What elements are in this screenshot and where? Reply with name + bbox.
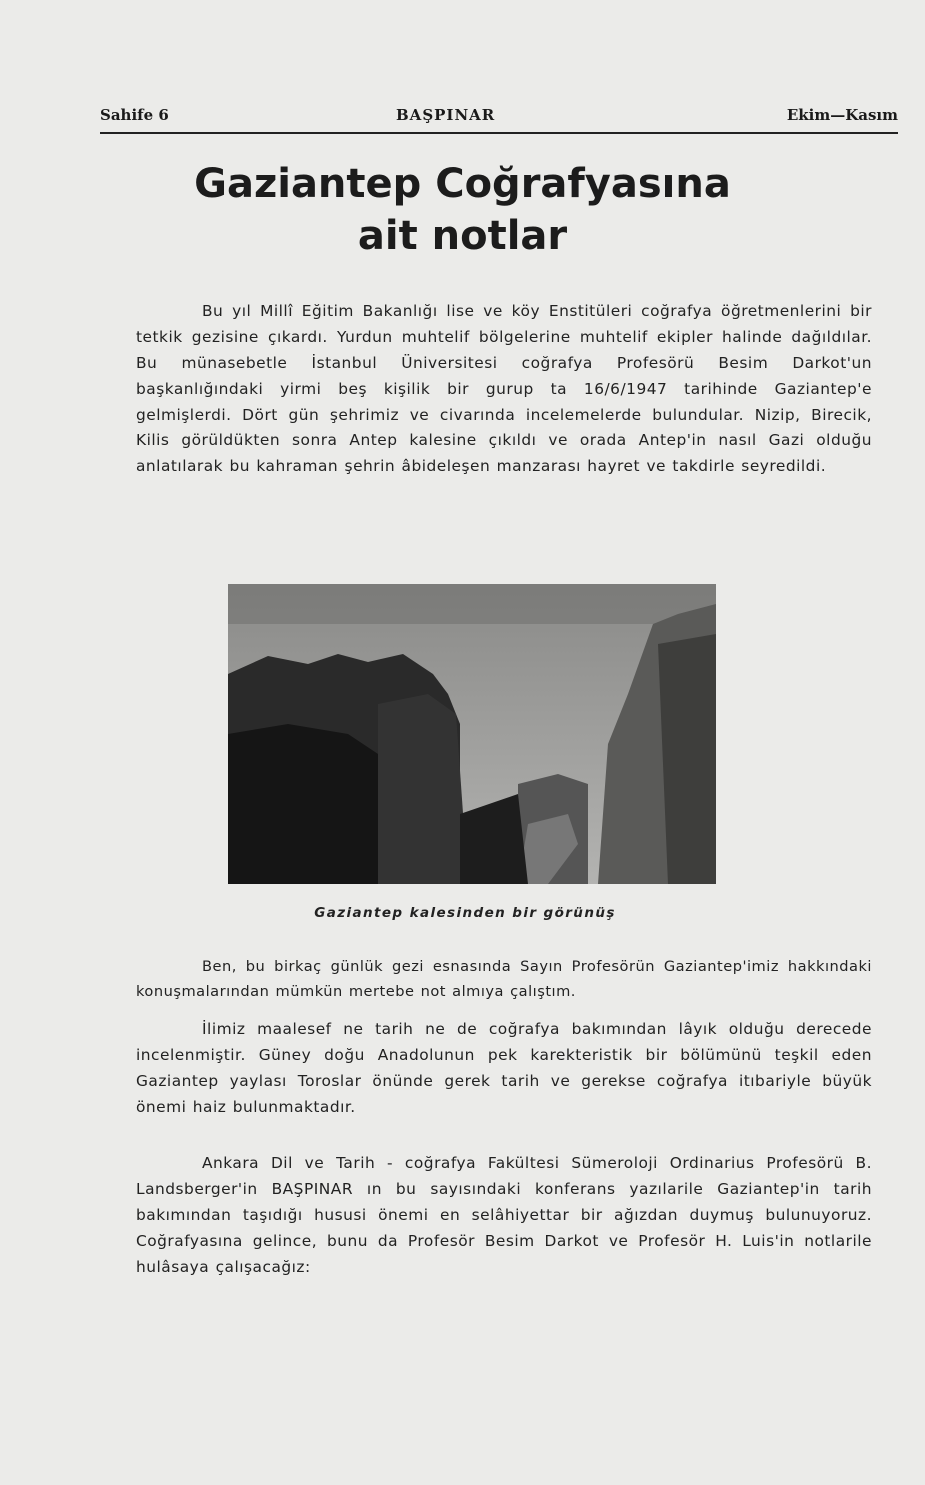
journal-name: BAŞPINAR [396,106,496,124]
castle-photo-image [228,584,716,884]
photo-caption: Gaziantep kalesinden bir görünüş [314,905,616,921]
title-line-1: Gaziantep Coğrafyasına [194,161,731,207]
page-number: Sahife 6 [100,106,169,124]
issue-date: Ekim—Kasım [786,106,898,124]
page-header [100,104,898,134]
paragraph-notes: Ben, bu birkaç günlük gezi esnasında Sayın Profesörün Gaziantep'imiz hakkındaki konuşmalarından mümkün mertebe not almıya çalıştım. [136,957,872,1001]
castle-photo [228,584,716,884]
paragraph-region: İlimiz maalesef ne tarih ne de coğrafya bakımından lâyık olduğu derecede incelenmiştir. Güney doğu Anadolunun pek karekteristik bir bölümünü teşkil eden Gaziantep yaylası Toroslar önünde gerek tarih ve gerekse coğrafya itıbariyle büyük önemi haiz bulunmaktadır. [136,1020,872,1116]
title-line-2: ait notlar [357,213,568,259]
paragraph-sources: Ankara Dil ve Tarih - coğrafya Fakültesi Sümeroloji Ordinarius Profesörü B. Landsberger'in BAŞPINAR ın bu sayısındaki konferans yazılarile Gaziantep'in tarih bakımından taşıdığı hususi önemi en selâhiyettar bir ağızdan duymuş bulunuyoruz. Coğrafyasına gelince, bunu da Profesör Besim Darkot ve Profesör H. Luis'in notlarile hulâsaya çalışacağız: [136,1154,872,1276]
paragraph-intro: Bu yıl Millî Eğitim Bakanlığı lise ve köy Enstitüleri coğrafya öğretmenlerini bir tetkik gezisine çıkardı. Yurdun muhtelif bölgelerine muhtelif ekipler halinde dağıldılar. Bu münasebetle İstanbul Üniversitesi coğrafya Profesörü Besim Darkot'un başkanlığındaki yirmi beş kişilik bir gurup ta 16/6/1947 tarihinde Gaziantep'e gelmişlerdi. Dört gün şehrimiz ve civarında incelemelerde bulundular. Nizip, Birecik, Kilis görüldükten sonra Antep kalesine çıkıldı ve orada Antep'in nasıl Gazi olduğu anlatılarak bu kahraman şehrin âbideleşen manzarası hayret ve takdirle seyredildi. [136,302,872,476]
article-title [110,158,815,262]
